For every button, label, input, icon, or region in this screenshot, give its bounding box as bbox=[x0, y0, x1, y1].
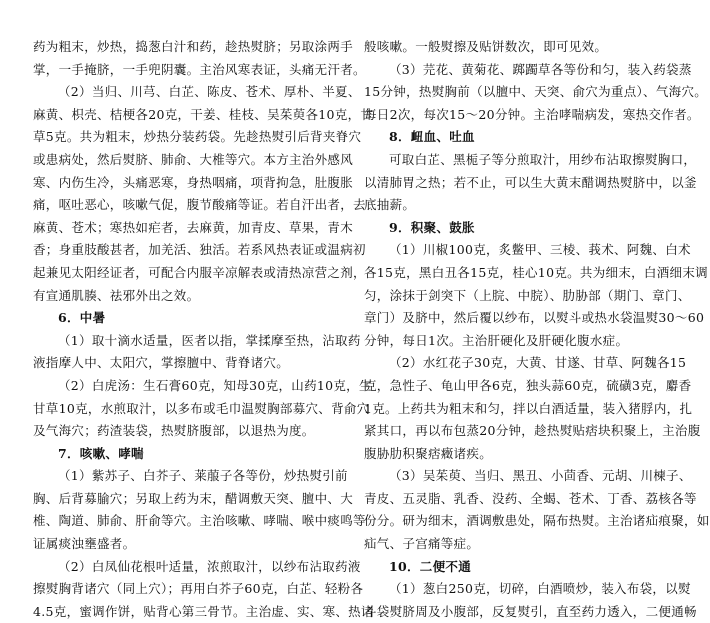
text-line: 甘草10克，水煎取汁，以多布或毛巾温熨胸部募穴、背俞穴 bbox=[33, 400, 370, 416]
section-heading: 6．中暑 bbox=[58, 310, 106, 326]
text-line: 匀，涂抹于剑突下（上脘、中脘）、肋胁部（期门、章门、 bbox=[364, 287, 691, 303]
text-line: 或患病处，然后熨脐、肺俞、大椎等穴。本方主治外感风 bbox=[33, 151, 354, 167]
text-line: 麻黄、枳壳、桔梗各20克，干姜、桂枝、吴茱萸各10克，甘 bbox=[33, 106, 374, 122]
text-line: （3）吴茱萸、当归、黑丑、小茴香、元胡、川楝子、 bbox=[389, 468, 692, 484]
text-line: 有宣通肌腠、祛邪外出之效。 bbox=[33, 287, 200, 303]
text-line: 15分钟，热熨胸前（以膻中、天突、俞穴为重点）、气海穴。 bbox=[364, 84, 708, 100]
text-line: 1克。上药共为粗末和匀，拌以白酒适量，装入猪脬内，扎 bbox=[364, 400, 693, 416]
text-line: 香；身重肢酸甚者，加羌活、独活。若系风热表证或温病初 bbox=[33, 242, 366, 258]
text-line: 草5克。共为粗末，炒热分装药袋。先趁热熨引后背夹脊穴 bbox=[33, 129, 362, 145]
section-heading: 9．积聚、鼓胀 bbox=[389, 219, 475, 235]
section-heading: 10．二便不通 bbox=[389, 558, 471, 574]
text-line: 斗袋熨脐周及小腹部，反复熨引，直至药力透入，二便通畅 bbox=[364, 603, 697, 619]
text-line: （3）芫花、黄菊花、踯躅草各等份和匀，装入药袋蒸 bbox=[389, 61, 692, 77]
text-line: 证属痰浊壅盛者。 bbox=[33, 536, 136, 552]
text-line: 各15克，黑白丑各15克，桂心10克。共为细末，白酒细末调 bbox=[364, 264, 708, 280]
text-line: 寒、内伤生冷，头痛恶寒，身热咽痛，项背拘急，肚腹胀 bbox=[33, 174, 354, 190]
text-line: （1）葱白250克，切碎，白酒喷炒，装入布袋，以熨 bbox=[389, 581, 691, 597]
text-line: 及气海穴；药渣装袋，热熨脐腹部，以退热为度。 bbox=[33, 423, 315, 439]
text-line: 擦熨胸背诸穴（同上穴）；再用白芥子60克，白芷、轻粉各 bbox=[33, 581, 364, 597]
text-line: （2）当归、川芎、白芷、陈皮、苍术、厚朴、半夏、 bbox=[58, 84, 361, 100]
text-line: 紧其口，再以布包蒸20分钟，趁热熨贴痞块积聚上，主治腹 bbox=[364, 423, 701, 439]
text-line: （1）取十滴水适量，医者以指，掌揉摩至热，沾取药 bbox=[58, 332, 361, 348]
text-line: 胸、后背募腧穴；另取上药为末，醋调敷天突、膻中、大 bbox=[33, 490, 354, 506]
text-line: 痛，呕吐恶心，咳嗽气促，腹节酸痛等证。若自汗出者，去 bbox=[33, 197, 366, 213]
text-line: 青皮、五灵脂、乳香、没药、全蝎、苍术、丁香、荔核各等 bbox=[364, 490, 697, 506]
right-page bbox=[364, 36, 710, 623]
text-line: 每日2次，每次15～20分钟。主治哮喘病发，寒热交作者。 bbox=[364, 106, 700, 122]
text-line: 般咳嗽。一般熨擦及贴饼数次，即可见效。 bbox=[364, 39, 608, 54]
text-line: 分钟，每日1次。主治肝硬化及肝硬化腹水症。 bbox=[364, 332, 629, 348]
text-line: 章门）及脐中，然后覆以纱布，以熨斗或热水袋温熨30～60 bbox=[364, 310, 705, 326]
text-line: 4.5克，蜜调作饼，贴背心第三骨节。主治虚、实、寒、热诸 bbox=[33, 603, 374, 619]
text-line: 起兼见太阳经证者，可配合内服辛凉解表或清热凉营之剂， bbox=[33, 264, 366, 280]
text-line: （2）白虎汤：生石膏60克，知母30克，山药10克，生 bbox=[58, 377, 372, 393]
text-line: 可取白芷、黑栀子等分煎取汁，用纱布沾取擦熨胸口， bbox=[389, 151, 697, 167]
text-line: 掌，一手掩脐，一手兜阴囊。主治风寒表证，头痛无汗者。 bbox=[33, 61, 366, 77]
section-heading: 8．衄血、吐血 bbox=[389, 129, 475, 145]
text-line: （1）紫苏子、白芥子、莱菔子各等份，炒热熨引前 bbox=[58, 468, 348, 484]
text-line: 药为粗末，炒热，捣葱白汁和药，趁热熨脐；另取涂两手 bbox=[33, 39, 354, 54]
text-line: （1）川椒100克，炙鳖甲、三棱、莪术、阿魏、白术 bbox=[389, 242, 691, 258]
section-heading: 7．咳嗽、哮喘 bbox=[58, 445, 144, 461]
text-line: 腹胁肋积聚痞癥诸疾。 bbox=[364, 445, 493, 461]
text-line: （2）水红花子30克，大黄、甘遂、甘草、阿魏各15 bbox=[389, 355, 687, 371]
text-line: （2）白凤仙花根叶适量，浓煎取汁，以纱布沾取药液 bbox=[58, 558, 361, 574]
text-line: 液指摩人中、太阳穴，掌擦膻中、背脊诸穴。 bbox=[33, 355, 290, 371]
text-line: 底抽薪。 bbox=[364, 197, 416, 213]
text-line: 克，急性子、龟山甲各6克，独头蒜60克，硫磺3克，麝香 bbox=[364, 377, 692, 393]
text-line: 麻黄、苍术；寒热如疟者，去麻黄，加青皮、草果，青木 bbox=[33, 219, 354, 235]
left-page bbox=[33, 36, 374, 623]
text-line: 份分。研为细末，酒调敷患处，隔布热熨。主治诸疝痕聚，如 bbox=[364, 513, 710, 529]
text-line: 以清肺胃之热；若不止，可以生大黄末醋调热熨脐中，以釜 bbox=[364, 174, 697, 190]
text-line: 疝气、子宫痛等症。 bbox=[364, 536, 480, 552]
text-line: 椎、陶道、肺俞、肝俞等穴。主治咳嗽、哮喘、喉中痰鸣等 bbox=[33, 513, 366, 529]
